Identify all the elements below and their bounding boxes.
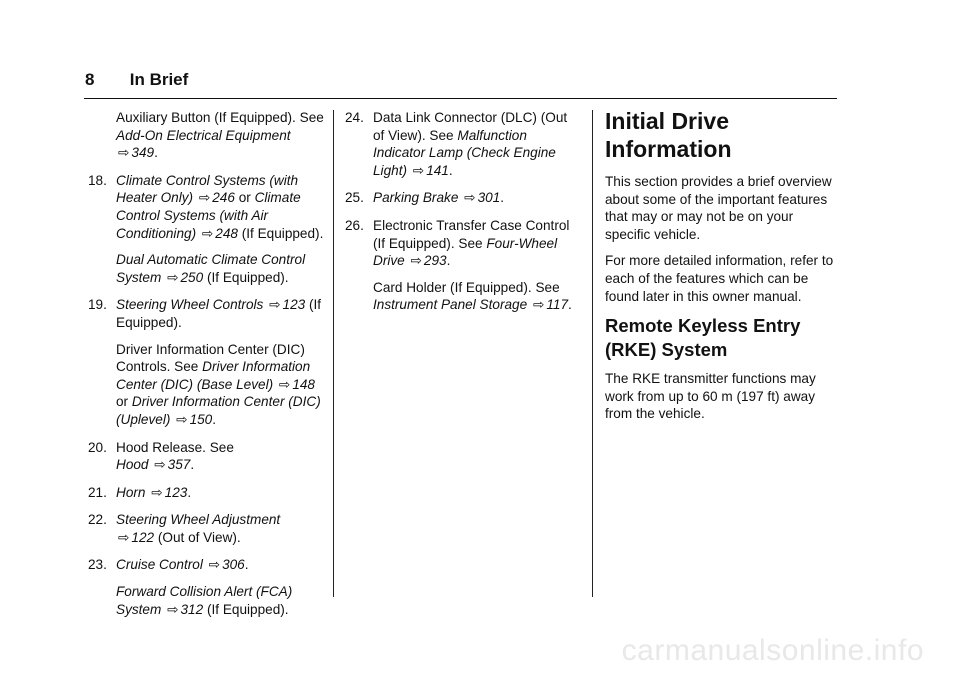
item-number: 18. [88, 172, 107, 188]
page-reference[interactable]: 349 [131, 145, 155, 161]
cross-reference-link[interactable]: Malfunction Indicator Lamp (Check Engine Light) [373, 127, 556, 178]
page-reference[interactable]: 312 [180, 601, 204, 617]
page-arrow-icon: ⇨ [464, 190, 476, 206]
page-arrow-icon: ⇨ [118, 529, 130, 545]
page-reference[interactable]: 248 [215, 225, 238, 241]
item-number: 22. [88, 512, 107, 528]
page-reference[interactable]: 301 [477, 190, 501, 206]
page-header [85, 70, 188, 90]
page-arrow-icon: ⇨ [167, 601, 179, 617]
page-arrow-icon: ⇨ [532, 297, 545, 313]
page-arrow-icon: ⇨ [410, 253, 422, 269]
cross-reference-link[interactable]: Add-On Electrical Equipment [116, 127, 291, 143]
item-number: 25. [345, 190, 364, 206]
page-arrow-icon: ⇨ [176, 411, 188, 427]
page-arrow-icon: ⇨ [208, 557, 221, 573]
section-title: In Brief [129, 70, 189, 89]
cross-reference-link[interactable]: Driver Information Center (DIC) (Base Level) [116, 359, 311, 392]
page-reference[interactable]: 293 [423, 253, 447, 269]
cross-reference-link[interactable]: Parking Brake [373, 190, 459, 206]
page-arrow-icon: ⇨ [412, 162, 425, 178]
cross-reference-link[interactable]: Dual Automatic Climate Control System [116, 252, 306, 285]
list-item-25: 25. Parking Brake ⇨ 301. [345, 190, 505, 206]
paragraph: This section provides a brief overview about some of the important features that may or may not be on your specific vehicle. [605, 174, 832, 242]
list-item-18: 18. Climate Control Systems (with Heater Only) ⇨ 246 or Climate Control Systems (with Air Conditioning) ⇨ 248 (If Equipped). Dual Automatic Climate Control System ⇨ 250 (If Equipped). [88, 172, 324, 285]
section-heading: Initial Drive Information [605, 108, 732, 162]
page-arrow-icon: ⇨ [269, 297, 281, 313]
cross-reference-link[interactable]: Forward Collision Alert (FCA) System [116, 584, 293, 617]
page-arrow-icon: ⇨ [118, 145, 130, 161]
list-item-23: 23. Cruise Control ⇨ 306. Forward Collision Alert (FCA) System ⇨ 312 (If Equipped). [88, 557, 293, 617]
list-item: Auxiliary Button (If Equipped). See Add-On Electrical Equipment ⇨ 349. [116, 110, 324, 161]
paragraph: For more detailed information, refer to each of the features which can be found later in this owner manual. [605, 253, 834, 304]
page-reference[interactable]: 123 [282, 297, 306, 313]
column-divider-2 [592, 110, 593, 597]
cross-reference-link[interactable]: Horn [116, 484, 146, 500]
page-arrow-icon: ⇨ [201, 225, 214, 241]
page-arrow-icon: ⇨ [167, 269, 179, 285]
page-arrow-icon: ⇨ [151, 484, 163, 500]
page-reference[interactable]: 117 [546, 297, 568, 313]
cross-reference-link[interactable]: Steering Wheel Controls [116, 297, 264, 313]
list-item-19: 19. Steering Wheel Controls ⇨ 123 (If Equipped). Driver Information Center (DIC) Controls. See Driver Information Center (DIC) (Base Level) ⇨ 148 or Driver Information Center (DIC) (Uplevel) ⇨ 150. [88, 297, 322, 427]
cross-reference-link[interactable]: Steering Wheel Adjustment [116, 512, 281, 528]
page-reference[interactable]: 150 [189, 411, 213, 427]
cross-reference-link[interactable]: Four-Wheel Drive [373, 235, 558, 269]
page-reference[interactable]: 141 [426, 162, 449, 178]
page-arrow-icon: ⇨ [154, 457, 166, 473]
header-rule [84, 98, 837, 99]
page-arrow-icon: ⇨ [278, 376, 291, 392]
page-reference[interactable]: 122 [131, 529, 155, 545]
list-item-21: 21. Horn ⇨ 123. [88, 484, 192, 500]
cross-reference-link[interactable]: Instrument Panel Storage [373, 297, 528, 313]
paragraph: The RKE transmitter functions may work from up to 60 m (197 ft) away from the vehicle. [605, 371, 816, 422]
page-arrow-icon: ⇨ [198, 190, 211, 206]
item-number: 19. [88, 297, 107, 313]
item-number: 24. [345, 110, 364, 125]
page-reference[interactable]: 250 [180, 269, 204, 285]
column-2 [345, 109, 580, 324]
cross-reference-link[interactable]: Hood [116, 457, 149, 473]
page-reference[interactable]: 246 [212, 190, 235, 206]
subsection-heading: Remote Keyless Entry (RKE) System [605, 315, 801, 361]
watermark: carmanualsonline.info [621, 634, 924, 667]
cross-reference-link[interactable]: Climate Control Systems (with Heater Only) [116, 172, 299, 206]
column-1 [88, 109, 326, 628]
item-number: 26. [345, 217, 364, 233]
cross-reference-link[interactable]: Cruise Control [116, 557, 203, 573]
column-3 [605, 107, 841, 432]
column-divider-1 [333, 110, 334, 597]
list-item-20: 20. Hood Release. See Hood ⇨ 357. [88, 439, 234, 473]
list-item-22: 22. Steering Wheel Adjustment ⇨ 122 (Out of View). [88, 512, 281, 545]
item-number: 20. [88, 439, 107, 455]
page-reference[interactable]: 357 [167, 457, 191, 473]
cross-reference-link[interactable]: Climate Control Systems (with Air Conditioning) [116, 190, 301, 241]
page-number: 8 [85, 70, 95, 89]
page-reference[interactable]: 123 [164, 484, 188, 500]
list-item-24: 24. Data Link Connector (DLC) (Out of View). See Malfunction Indicator Lamp (Check Engine Light) ⇨ 141. [345, 110, 568, 178]
page-reference[interactable]: 148 [292, 376, 315, 392]
cross-reference-link[interactable]: Driver Information Center (DIC) (Uplevel) [116, 394, 321, 427]
list-item-26: 26. Electronic Transfer Case Control (If Equipped). See Four-Wheel Drive ⇨ 293. Card Holder (If Equipped). See Instrument Panel Storage ⇨ 117. [345, 217, 572, 313]
item-number: 21. [88, 484, 107, 500]
page-reference[interactable]: 306 [222, 557, 245, 573]
item-number: 23. [88, 557, 107, 573]
